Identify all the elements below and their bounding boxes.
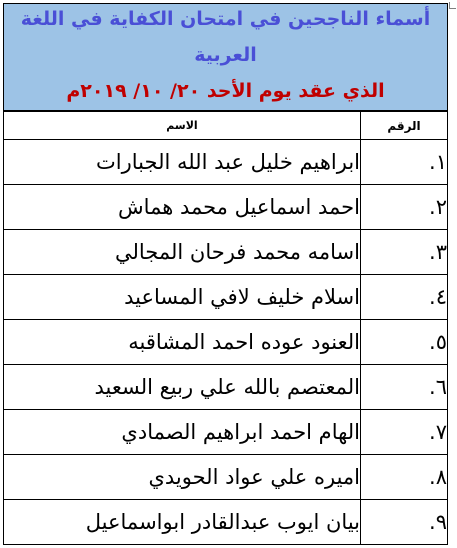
table-row <box>4 230 448 275</box>
results-table <box>3 111 448 545</box>
row-name: المعتصم بالله علي ربيع السعيد <box>4 365 361 410</box>
table-row <box>4 500 448 545</box>
row-number: ٢. <box>361 185 448 230</box>
row-number: ٤. <box>361 275 448 320</box>
row-number: ٥. <box>361 320 448 365</box>
table-row <box>4 140 448 185</box>
row-name: بيان ايوب عبدالقادر ابواسماعيل <box>4 500 361 545</box>
title-banner <box>3 3 448 111</box>
title-line-2: العربية <box>194 44 257 66</box>
header-number: الرقم <box>361 112 448 140</box>
table-row <box>4 185 448 230</box>
row-name: العنود عوده احمد المشاقبه <box>4 320 361 365</box>
cell-corner-marker <box>449 2 456 9</box>
table-row <box>4 365 448 410</box>
row-name: اميره علي عواد الحويدي <box>4 455 361 500</box>
row-name: احمد اسماعيل محمد هماش <box>4 185 361 230</box>
table-row <box>4 410 448 455</box>
table-header-row <box>4 112 448 140</box>
row-number: ١. <box>361 140 448 185</box>
row-number: ٨. <box>361 455 448 500</box>
table-row <box>4 320 448 365</box>
table-row <box>4 275 448 320</box>
row-number: ٩. <box>361 500 448 545</box>
row-name: اسلام خليف لافي المساعيد <box>4 275 361 320</box>
row-name: ابراهيم خليل عبد الله الجبارات <box>4 140 361 185</box>
title-line-1: أسماء الناجحين في امتحان الكفاية في اللغة <box>20 8 431 30</box>
row-name: اسامه محمد فرحان المجالي <box>4 230 361 275</box>
header-name: الاسم <box>4 112 361 140</box>
row-number: ٦. <box>361 365 448 410</box>
row-name: الهام احمد ابراهيم الصمادي <box>4 410 361 455</box>
row-number: ٣. <box>361 230 448 275</box>
table-row <box>4 455 448 500</box>
exam-date-line: الذي عقد يوم الأحد ٢٠/ ١٠/ ٢٠١٩م <box>66 80 385 102</box>
row-number: ٧. <box>361 410 448 455</box>
